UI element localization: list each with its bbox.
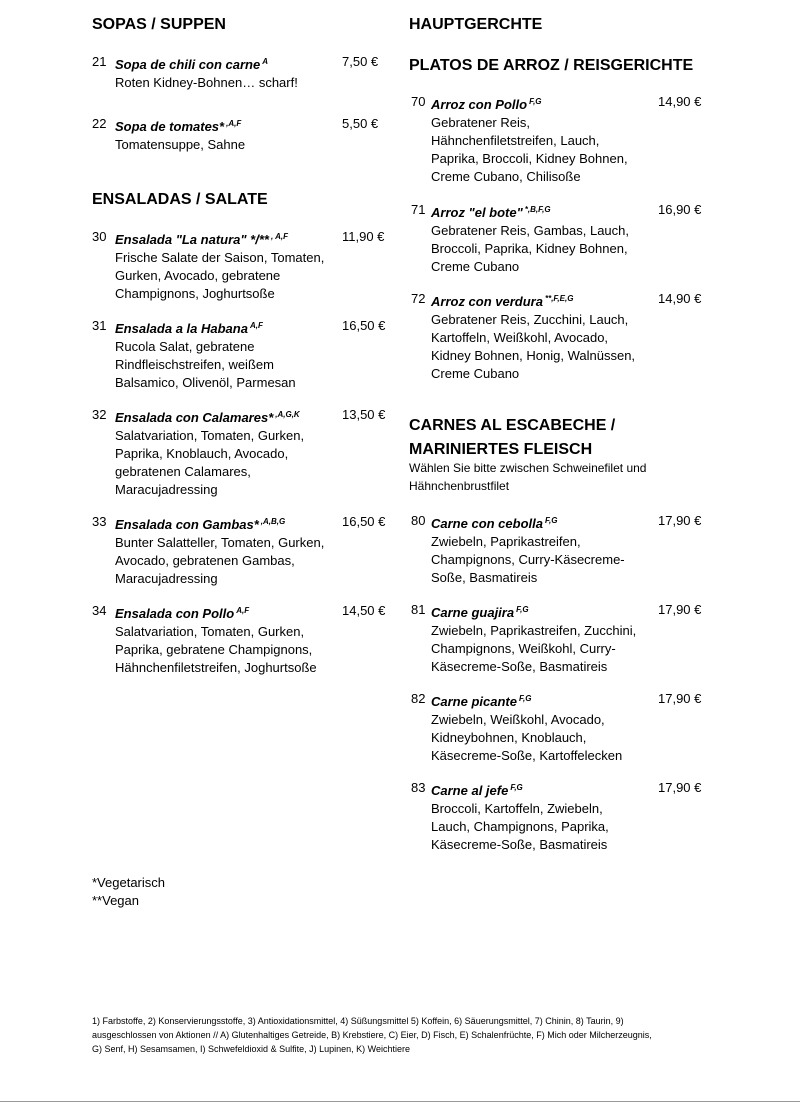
item-description-line: Paprika, gebratene Champignons, bbox=[115, 642, 313, 657]
main-dishes-heading: HAUPTGERCHTE bbox=[409, 16, 543, 33]
menu-item bbox=[409, 779, 709, 854]
item-price: 11,90 € bbox=[342, 229, 385, 244]
item-description-line: Champignons, Weißkohl, Curry- bbox=[431, 641, 616, 656]
allergen-marks: F,G bbox=[529, 97, 542, 106]
vegan-note: **Vegan bbox=[92, 893, 139, 908]
menu-item bbox=[409, 93, 709, 186]
item-description-line: Salatvariation, Tomaten, Gurken, bbox=[115, 428, 305, 443]
item-price: 7,50 € bbox=[342, 54, 379, 69]
item-description-line: Gurken, Avocado, gebratene bbox=[115, 268, 281, 283]
menu-item bbox=[92, 406, 392, 499]
item-name-text: Arroz "el bote" bbox=[431, 205, 523, 220]
item-description-line: Gebratener Reis, Zucchini, Lauch, bbox=[431, 312, 629, 327]
item-name-text: Ensalada "La natura" */** bbox=[115, 232, 269, 247]
item-name-text: Carne con cebolla bbox=[431, 516, 543, 531]
item-number: 70 bbox=[411, 94, 426, 109]
item-number: 31 bbox=[92, 318, 107, 333]
item-number: 21 bbox=[92, 54, 107, 69]
item-description-line: Gebratener Reis, Gambas, Lauch, bbox=[431, 223, 629, 238]
item-description-line: Rucola Salat, gebratene bbox=[115, 339, 255, 354]
meat-subtitle bbox=[409, 459, 646, 495]
item-name-text: Arroz con verdura bbox=[431, 294, 543, 309]
item-description-line: Paprika, Broccoli, Kidney Bohnen, bbox=[431, 151, 628, 166]
allergen-marks: F,G bbox=[518, 694, 532, 703]
item-name-text: Ensalada con Pollo bbox=[115, 606, 235, 621]
item-number: 80 bbox=[411, 513, 426, 528]
item-number: 22 bbox=[92, 116, 107, 131]
menu-item bbox=[409, 512, 709, 587]
menu-item bbox=[409, 201, 709, 276]
menu-item bbox=[92, 602, 392, 677]
allergen-marks: ,A,B,G bbox=[260, 517, 286, 526]
meat-subtitle-line1: Wählen Sie bitte zwischen Schweinefilet und bbox=[409, 461, 647, 475]
allergen-marks: **,F,E,G bbox=[544, 294, 574, 303]
item-number: 34 bbox=[92, 603, 107, 618]
meat-heading-line2: MARINIERTES FLEISCH bbox=[409, 441, 593, 458]
item-price: 16,90 € bbox=[658, 202, 702, 217]
item-name-text: Ensalada a la Habana bbox=[115, 321, 248, 336]
menu-item bbox=[409, 290, 709, 383]
page-bottom-rule bbox=[0, 1101, 800, 1102]
item-price: 17,90 € bbox=[658, 602, 702, 617]
allergen-marks: A,F bbox=[236, 606, 250, 615]
item-price: 14,90 € bbox=[658, 291, 702, 306]
menu-item bbox=[409, 690, 709, 765]
item-name-text: Arroz con Pollo bbox=[431, 97, 528, 112]
item-description-line: Zwiebeln, Weißkohl, Avocado, bbox=[431, 712, 605, 727]
item-description-line: Broccoli, Paprika, Kidney Bohnen, bbox=[431, 241, 628, 256]
item-description-line: Roten Kidney-Bohnen… scharf! bbox=[115, 75, 298, 90]
vegetarian-note: *Vegetarisch bbox=[92, 875, 165, 890]
item-description-line: Maracujadressing bbox=[115, 482, 218, 497]
allergen-marks: ,A,G,K bbox=[275, 410, 300, 419]
item-description-line: Salatvariation, Tomaten, Gurken, bbox=[115, 624, 305, 639]
item-description-line: Bunter Salatteller, Tomaten, Gurken, bbox=[115, 535, 325, 550]
item-description-line: Kartoffeln, Weißkohl, Avocado, bbox=[431, 330, 609, 345]
item-description-line: Maracujadressing bbox=[115, 571, 218, 586]
allergen-line: ausgeschlossen von Aktionen // A) Glutenhaltiges Getreide, B) Krebstiere, C) Eier, D) Fisch, E) Schalenfrüchte, F) Mich oder Milcherzeugnis, bbox=[92, 1030, 652, 1040]
menu-item bbox=[92, 513, 392, 588]
item-description-line: Kidney Bohnen, Honig, Walnüssen, bbox=[431, 348, 636, 363]
item-description-line: Creme Cubano, Chilisoße bbox=[431, 169, 581, 184]
item-description-line: Hähnchenfiletstreifen, Joghurtsoße bbox=[115, 660, 317, 675]
item-name-text: Carne picante bbox=[431, 694, 517, 709]
item-name-text: Ensalada con Calamares* bbox=[115, 410, 274, 425]
item-description-line: Creme Cubano bbox=[431, 259, 520, 274]
soups-heading: SOPAS / SUPPEN bbox=[92, 16, 226, 33]
item-name-text: Sopa de chili con carne bbox=[115, 57, 261, 72]
item-number: 33 bbox=[92, 514, 107, 529]
item-description-line: Tomatensuppe, Sahne bbox=[115, 137, 246, 152]
salads-heading: ENSALADAS / SALATE bbox=[92, 191, 268, 208]
allergen-marks: F,G bbox=[510, 783, 523, 792]
rice-heading: PLATOS DE ARROZ / REISGERICHTE bbox=[409, 57, 694, 74]
item-price: 13,50 € bbox=[342, 407, 386, 422]
item-price: 16,50 € bbox=[342, 514, 386, 529]
menu-item bbox=[92, 228, 392, 303]
item-price: 16,50 € bbox=[342, 318, 386, 333]
allergen-marks: F,G bbox=[516, 605, 529, 614]
item-description-line: Balsamico, Olivenöl, Parmesan bbox=[115, 375, 296, 390]
item-name-text: Sopa de tomates* bbox=[115, 119, 225, 134]
item-description-line: Creme Cubano bbox=[431, 366, 520, 381]
allergen-marks: A bbox=[262, 57, 268, 66]
item-description-line: gebratenen Calamares, bbox=[115, 464, 251, 479]
item-name-text: Carne al jefe bbox=[431, 783, 509, 798]
item-number: 71 bbox=[411, 202, 426, 217]
item-description-line: Champignons, Curry-Käsecreme- bbox=[431, 552, 625, 567]
meat-heading-line1: CARNES AL ESCABECHE / bbox=[409, 417, 616, 434]
item-number: 72 bbox=[411, 291, 426, 306]
menu-item bbox=[92, 115, 392, 154]
item-number: 82 bbox=[411, 691, 426, 706]
item-description-line: Avocado, gebratenen Gambas, bbox=[115, 553, 295, 568]
allergen-legend bbox=[92, 1014, 722, 1056]
item-price: 17,90 € bbox=[658, 513, 702, 528]
item-description-line: Broccoli, Kartoffeln, Zwiebeln, bbox=[431, 801, 603, 816]
item-description-line: Käsecreme-Soße, Kartoffelecken bbox=[431, 748, 623, 763]
item-description-line: Zwiebeln, Paprikastreifen, bbox=[431, 534, 581, 549]
item-price: 14,90 € bbox=[658, 94, 702, 109]
item-name-text: Carne guajira bbox=[431, 605, 515, 620]
diet-notes bbox=[92, 874, 165, 910]
menu-item bbox=[409, 601, 709, 676]
allergen-line: 1) Farbstoffe, 2) Konservierungsstoffe, 3) Antioxidationsmittel, 4) Süßungsmittel 5) Koffein, 6) Säuerungsmittel, 7) Chinin, 8) Taurin, 9) bbox=[92, 1016, 624, 1026]
item-description-line: Zwiebeln, Paprikastreifen, Zucchini, bbox=[431, 623, 637, 638]
item-description-line: Gebratener Reis, bbox=[431, 115, 530, 130]
allergen-marks: *,B,F,G bbox=[524, 205, 551, 214]
item-description-line: Rindfleischstreifen, weißem bbox=[115, 357, 274, 372]
item-description-line: Soße, Basmatireis bbox=[431, 570, 538, 585]
meat-subtitle-line2: Hähnchenbrustfilet bbox=[409, 479, 510, 493]
item-description-line: Paprika, Knoblauch, Avocado, bbox=[115, 446, 289, 461]
item-number: 32 bbox=[92, 407, 107, 422]
allergen-marks: ,A,F bbox=[226, 119, 242, 128]
item-price: 14,50 € bbox=[342, 603, 386, 618]
item-price: 5,50 € bbox=[342, 116, 379, 131]
item-name-text: Ensalada con Gambas* bbox=[115, 517, 259, 532]
item-description-line: Käsecreme-Soße, Basmatireis bbox=[431, 837, 608, 852]
item-description-line: Lauch, Champignons, Paprika, bbox=[431, 819, 609, 834]
item-number: 30 bbox=[92, 229, 107, 244]
menu-item bbox=[92, 317, 392, 392]
item-number: 81 bbox=[411, 602, 426, 617]
allergen-marks: A,F bbox=[249, 321, 263, 330]
allergen-marks: , A,F bbox=[270, 232, 288, 241]
item-description-line: Frische Salate der Saison, Tomaten, bbox=[115, 250, 325, 265]
allergen-line: G) Senf, H) Sesamsamen, I) Schwefeldioxid & Sulfite, J) Lupinen, K) Weichtiere bbox=[92, 1044, 410, 1054]
item-price: 17,90 € bbox=[658, 691, 702, 706]
item-description-line: Käsecreme-Soße, Basmatireis bbox=[431, 659, 608, 674]
item-description-line: Champignons, Joghurtsoße bbox=[115, 286, 275, 301]
item-number: 83 bbox=[411, 780, 426, 795]
item-description-line: Hähnchenfiletstreifen, Lauch, bbox=[431, 133, 600, 148]
item-description-line: Kidneybohnen, Knoblauch, bbox=[431, 730, 587, 745]
allergen-marks: F,G bbox=[544, 516, 558, 525]
menu-item bbox=[92, 53, 392, 92]
item-price: 17,90 € bbox=[658, 780, 702, 795]
